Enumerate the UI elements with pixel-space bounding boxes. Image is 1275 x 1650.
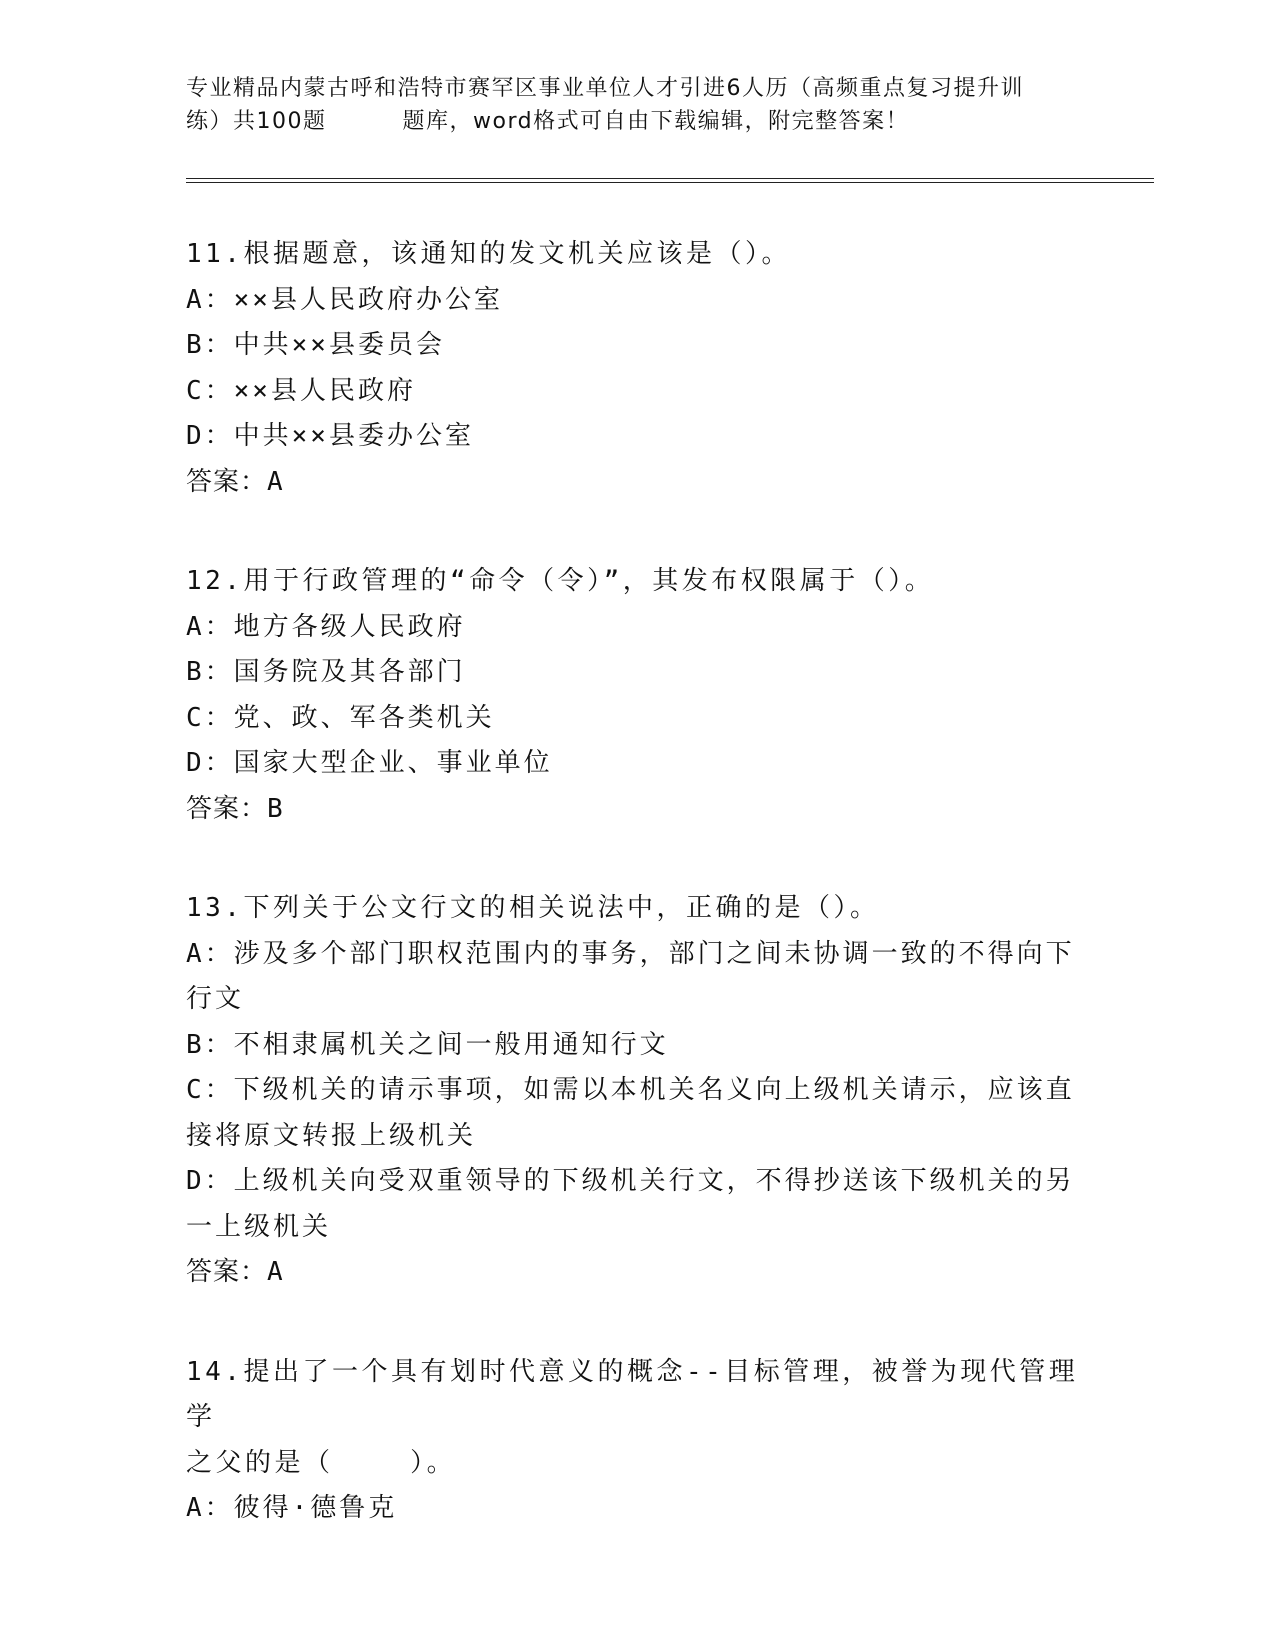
question-13	[186, 886, 1086, 1296]
question-14	[186, 1350, 1086, 1532]
question-12	[186, 559, 1086, 832]
option-d: D：国家大型企业、事业单位	[186, 748, 553, 778]
option-a: A：涉及多个部门职权范围内的事务，部门之间未协调一致的不得向下 行文	[186, 938, 1075, 1014]
question-stem: 11.根据题意，该通知的发文机关应该是（）。	[186, 239, 791, 269]
option-a: A：彼得·德鲁克	[186, 1493, 398, 1523]
question-stem: 14.提出了一个具有划时代意义的概念--目标管理，被誉为现代管理学 之父的是（ ）。	[186, 1356, 1079, 1478]
header-divider-top	[186, 178, 1154, 179]
answer-value: A	[267, 466, 284, 497]
option-d: D：中共××县委办公室	[186, 421, 474, 451]
option-b: B：不相隶属机关之间一般用通知行文	[186, 1029, 669, 1060]
answer-line	[186, 787, 1086, 833]
question-stem: 13.下列关于公文行文的相关说法中，正确的是（）。	[186, 893, 880, 923]
answer-line	[186, 1250, 1086, 1296]
header-line-1: 专业精品内蒙古呼和浩特市赛罕区事业单位人才引进6人历（高频重点复习提升训	[186, 76, 1024, 101]
option-b: B：中共××县委员会	[186, 330, 445, 360]
option-b: B：国务院及其各部门	[186, 657, 466, 687]
question-stem: 12.用于行政管理的“命令（令）”，其发布权限属于（）。	[186, 566, 935, 596]
question-list	[186, 232, 1086, 1586]
option-a: A：××县人民政府办公室	[186, 284, 503, 315]
answer-value: B	[267, 793, 284, 824]
answer-label: 答案：	[186, 1257, 268, 1287]
header-line-2	[186, 105, 1086, 138]
answer-line	[186, 460, 1086, 506]
option-c: C：下级机关的请示事项，如需以本机关名义向上级机关请示，应该直 接将原文转报上级机关	[186, 1075, 1075, 1151]
option-a: A：地方各级人民政府	[186, 611, 466, 642]
option-c: C：××县人民政府	[186, 375, 416, 406]
answer-label: 答案：	[186, 466, 268, 497]
header-line-2-part-a: 练）共100题	[186, 109, 327, 134]
answer-value: A	[267, 1257, 284, 1287]
header-line-2-part-b: 题库，word格式可自由下载编辑，附完整答案！	[402, 109, 910, 134]
option-d: D：上级机关向受双重领导的下级机关行文，不得抄送该下级机关的另 一上级机关	[186, 1166, 1075, 1242]
document-header	[186, 72, 1086, 138]
header-divider-bottom	[186, 182, 1154, 183]
answer-label: 答案：	[186, 793, 268, 824]
option-c: C：党、政、军各类机关	[186, 702, 495, 733]
question-11	[186, 232, 1086, 505]
